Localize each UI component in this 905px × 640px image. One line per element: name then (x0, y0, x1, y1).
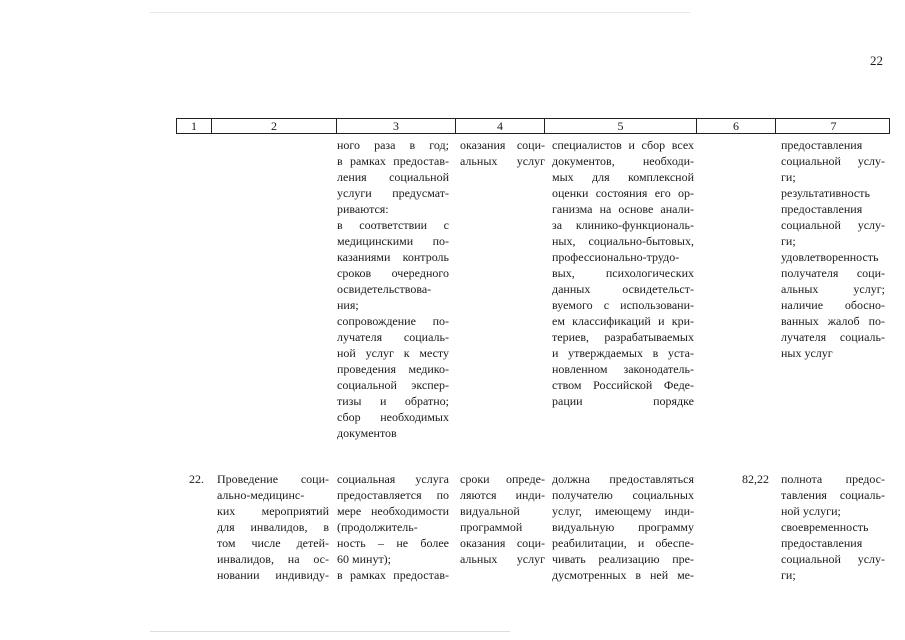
cell-line: медицинскими по- (337, 234, 449, 248)
cell-line: вуемого с использовани- (552, 298, 694, 312)
cell-line: предоставления (781, 138, 863, 152)
cell-line: ляются инди- (460, 488, 545, 502)
row-b-col-5 (552, 471, 694, 583)
row-b-col-3 (337, 471, 449, 583)
cell-line: ством Российской Феде- (552, 378, 694, 392)
cell-line: тавления социаль- (781, 488, 885, 502)
cell-line: и утверждаемых в уста- (552, 346, 694, 360)
cell-line: документов (337, 426, 397, 440)
cell-line: предоставления (781, 202, 863, 216)
cell-line: ких мероприятий (217, 504, 329, 518)
cell-line: ность – не более (337, 536, 449, 550)
cell-line: сопровождение по- (337, 314, 449, 328)
cell-line: альных услуг (460, 552, 545, 566)
cell-line: чивать реализацию пре- (552, 552, 694, 566)
header-col-4: 4 (456, 119, 545, 133)
cell-line: наличие обосно- (781, 298, 885, 312)
cell-line: ного раза в год; (337, 138, 449, 152)
cell-line: риваются: (337, 202, 389, 216)
scan-artifact-bottom (150, 631, 510, 632)
cell-line: видуальную программу (552, 520, 694, 534)
cell-line: в соответствии с (337, 218, 449, 232)
header-col-2: 2 (212, 119, 337, 133)
cell-line: лучателя социаль- (337, 330, 449, 344)
cell-line: своевременность (781, 520, 869, 534)
cell-line: 60 минут); (337, 552, 392, 566)
cell-line: оказания соци- (460, 138, 545, 152)
cell-line: ления социальной (337, 170, 449, 184)
cell-line: услуги предусмат- (337, 186, 449, 200)
row-a-col-3 (337, 137, 449, 441)
cell-line: полнота предос- (781, 472, 885, 486)
cell-line: ально-медицинс- (217, 488, 305, 502)
cell-line: ги; (781, 170, 796, 184)
cell-line: ной услуги; (781, 504, 841, 518)
cell-line: казаниями контроль (337, 250, 449, 264)
cell-line: альных услуг; (781, 282, 885, 296)
row-b-col-7 (781, 471, 885, 583)
cell-line: ганизма на основе анали- (552, 202, 694, 216)
cell-line: тизы и обратно; (337, 394, 449, 408)
cell-line: видуальной (460, 504, 520, 518)
cell-line: социальная услуга (337, 472, 449, 486)
page-number: 22 (870, 53, 883, 68)
cell-line: дусмотренных в ней ме- (552, 568, 694, 582)
cell-line: Проведение соци- (217, 472, 329, 486)
cell-line: проведения медико- (337, 362, 449, 376)
cell-line: в рамках предостав- (337, 154, 449, 168)
cell-line: ги; (781, 568, 796, 582)
cell-line: вых, психологических (552, 266, 694, 280)
cell-line: сбор необходимых (337, 410, 449, 424)
cell-line: должна предоставляться (552, 472, 694, 486)
cell-line: оказания соци- (460, 536, 545, 550)
cell-line: за клинико-функциональ- (552, 218, 694, 232)
cell-line: программой (460, 520, 523, 534)
cell-line: получателю социальных (552, 488, 694, 502)
header-col-1: 1 (177, 119, 212, 133)
cell-line: мых для комплексной (552, 170, 694, 184)
cell-line: ной услуг к месту (337, 346, 449, 360)
cell-line: ния; (337, 298, 359, 312)
cell-line: рации порядке (552, 394, 694, 408)
cell-line: новленном законодатель- (552, 362, 694, 376)
cell-line: освидетельствова- (337, 282, 432, 296)
cell-line: предоставления (781, 536, 863, 550)
cell-line: удовлетворенность (781, 250, 879, 264)
header-col-5: 5 (545, 119, 697, 133)
cell-line: териев, разрабатываемых (552, 330, 694, 344)
row-a-col-5 (552, 137, 694, 409)
cell-line: документов, необходи- (552, 154, 694, 168)
cell-line: социальной услу- (781, 218, 885, 232)
row-a-col-4 (460, 137, 545, 169)
cell-line: результативность (781, 186, 870, 200)
row-a-col-7 (781, 137, 885, 361)
cell-line: инвалидов, на ос- (217, 552, 329, 566)
header-col-6: 6 (697, 119, 776, 133)
cell-line: специалистов и сбор всех (552, 138, 694, 152)
cell-line: альных услуг (460, 154, 545, 168)
cell-line: ных, социально-бытовых, (552, 234, 694, 248)
cell-line: ных услуг (781, 346, 833, 360)
cell-line: ги; (781, 234, 796, 248)
cell-line: предоставляется по (337, 488, 449, 502)
cell-line: ванных жалоб по- (781, 314, 885, 328)
cell-line: для инвалидов, в (217, 520, 329, 534)
cell-line: ем классификаций и кри- (552, 314, 694, 328)
scan-artifact-top (150, 12, 690, 13)
table-header (176, 118, 890, 134)
row-b-col-2 (217, 471, 329, 583)
cell-line: реабилитации, и обеспе- (552, 536, 694, 550)
cell-line: оценки состояния его ор- (552, 186, 694, 200)
cell-line: получателя соци- (781, 266, 885, 280)
cell-line: (продолжитель- (337, 520, 418, 534)
cell-line: сроков очередного (337, 266, 449, 280)
header-col-3: 3 (337, 119, 456, 133)
cell-line: в рамках предостав- (337, 568, 449, 582)
cell-line: социальной услу- (781, 154, 885, 168)
cell-line: данных освидетельст- (552, 282, 694, 296)
cell-line: сроки опреде- (460, 472, 545, 486)
row-b-col-1: 22. (189, 472, 204, 486)
cell-line: мере необходимости (337, 504, 449, 518)
cell-line: профессионально-трудо- (552, 250, 680, 264)
cell-line: социальной услу- (781, 552, 885, 566)
cell-line: услуг, имеющему инди- (552, 504, 694, 518)
row-b-col-4 (460, 471, 545, 567)
cell-line: лучателя социаль- (781, 330, 885, 344)
header-col-7: 7 (830, 119, 837, 133)
cell-line: социальной экспер- (337, 378, 449, 392)
cell-line: том числе детей- (217, 536, 329, 550)
cell-line: новании индивиду- (217, 568, 329, 582)
row-b-col-6: 82,22 (742, 472, 769, 486)
